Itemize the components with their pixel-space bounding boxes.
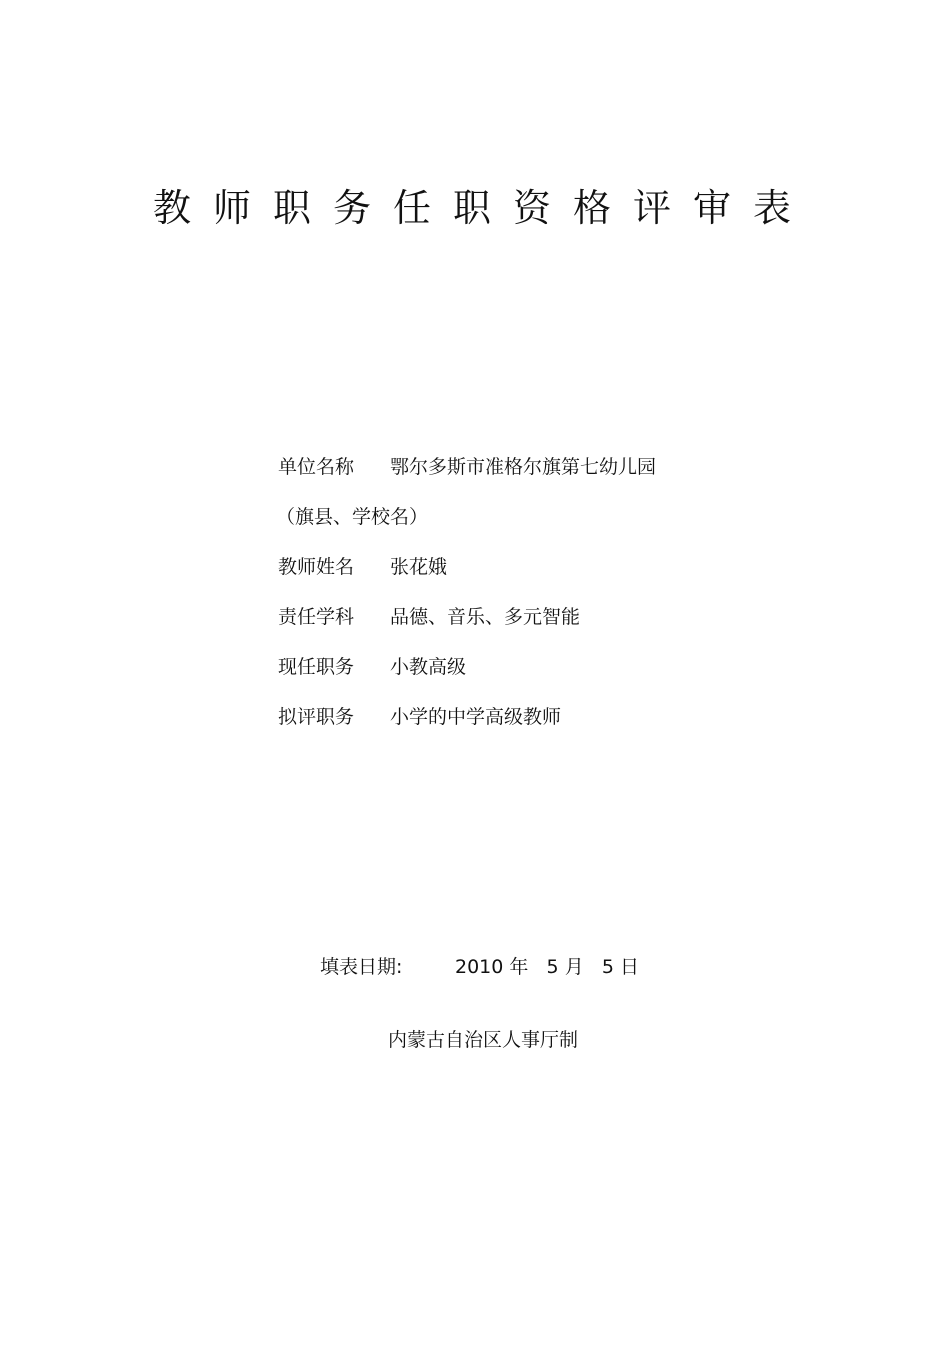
proposed-position-label: 拟评职务 xyxy=(278,706,355,728)
unit-note: （旗县、学校名） xyxy=(276,506,429,528)
subject-value: 品德、音乐、多元智能 xyxy=(390,606,581,628)
proposed-position-value: 小学的中学高级教师 xyxy=(390,706,562,728)
document-title: 教师职务任职资格评审表 xyxy=(152,186,813,230)
proposed-position-row xyxy=(278,702,561,732)
teacher-value: 张花娥 xyxy=(390,556,448,578)
unit-value: 鄂尔多斯市准格尔旗第七幼儿园 xyxy=(390,456,657,478)
fill-date-year-unit: 年 xyxy=(509,956,529,978)
subject-label: 责任学科 xyxy=(278,606,355,628)
fill-date-label: 填表日期: xyxy=(320,956,403,978)
unit-note-row xyxy=(276,502,428,532)
unit-row xyxy=(278,452,656,482)
fill-date-day: 5 xyxy=(601,956,614,978)
current-position-label: 现任职务 xyxy=(278,656,355,678)
unit-label: 单位名称 xyxy=(278,456,355,478)
teacher-row xyxy=(278,552,447,582)
fill-date-month-unit: 月 xyxy=(564,956,584,978)
issuer-line: 内蒙古自治区人事厅制 xyxy=(387,1029,578,1051)
fill-date-year: 2010 xyxy=(455,956,504,978)
subject-row xyxy=(278,602,580,632)
teacher-label: 教师姓名 xyxy=(278,556,355,578)
fill-date-day-unit: 日 xyxy=(619,956,639,978)
fill-date xyxy=(320,952,639,982)
current-position-row xyxy=(278,652,466,682)
current-position-value: 小教高级 xyxy=(390,656,467,678)
fill-date-month: 5 xyxy=(546,956,559,978)
